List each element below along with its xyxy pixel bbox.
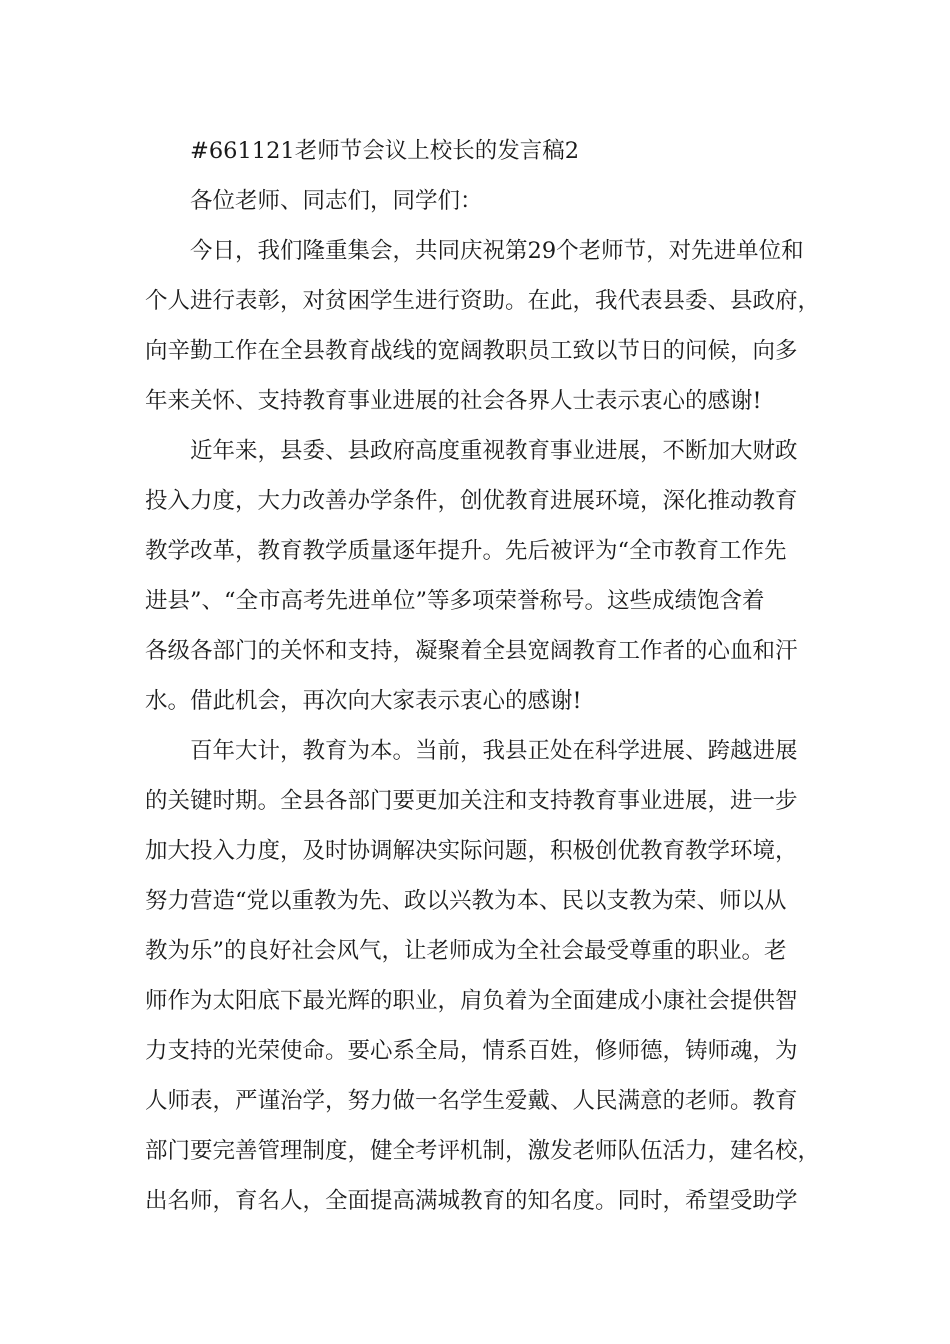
paragraph-line: 百年大计，教育为本。当前，我县正处在科学进展、跨越进展 <box>190 738 798 764</box>
paragraph-line: 个人进行表彰，对贫困学生进行资助。在此，我代表县委、县政府， <box>145 288 821 314</box>
paragraph-line: 年来关怀、支持教育事业进展的社会各界人士表示衷心的感谢! <box>145 388 762 414</box>
paragraph-line: 人师表，严谨治学，努力做一名学生爱戴、人民满意的老师。教育 <box>145 1088 798 1114</box>
paragraph-line: 出名师，育名人，全面提高满城教育的知名度。同时，希望受助学 <box>145 1188 798 1214</box>
paragraph-line: 力支持的光荣使命。要心系全局，情系百姓，修师德，铸师魂，为 <box>145 1038 798 1064</box>
paragraph-line: 部门要完善管理制度，健全考评机制，激发老师队伍活力，建名校， <box>145 1138 821 1164</box>
paragraph-line: 的关键时期。全县各部门要更加关注和支持教育事业进展，进一步 <box>145 788 798 814</box>
paragraph-line: 近年来，县委、县政府高度重视教育事业进展，不断加大财政 <box>190 438 798 464</box>
paragraph-line: 向辛勤工作在全县教育战线的宽阔教职员工致以节日的问候，向多 <box>145 338 798 364</box>
paragraph-line: 水。借此机会，再次向大家表示衷心的感谢! <box>145 688 582 714</box>
salutation: 各位老师、同志们，同学们： <box>190 188 483 214</box>
paragraph-line: 投入力度，大力改善办学条件，创优教育进展环境，深化推动教育 <box>145 488 798 514</box>
paragraph-line: 进县”、“全市高考先进单位”等多项荣誉称号。这些成绩饱含着 <box>145 588 765 614</box>
paragraph-line: 努力营造“党以重教为先、政以兴教为本、民以支教为荣、师以从 <box>145 888 787 914</box>
paragraph-line: 教为乐”的良好社会风气，让老师成为全社会最受尊重的职业。老 <box>145 938 787 964</box>
paragraph-line: 各级各部门的关怀和支持，凝聚着全县宽阔教育工作者的心血和汗 <box>145 638 798 664</box>
paragraph-line: 加大投入力度，及时协调解决实际问题，积极创优教育教学环境， <box>145 838 798 864</box>
paragraph-line: 今日，我们隆重集会，共同庆祝第29个老师节，对先进单位和 <box>190 238 804 264</box>
paragraph-line: 师作为太阳底下最光辉的职业，肩负着为全面建成小康社会提供智 <box>145 988 798 1014</box>
document-title: #661121老师节会议上校长的发言稿2 <box>190 138 580 164</box>
paragraph-line: 教学改革，教育教学质量逐年提升。先后被评为“全市教育工作先 <box>145 538 787 564</box>
